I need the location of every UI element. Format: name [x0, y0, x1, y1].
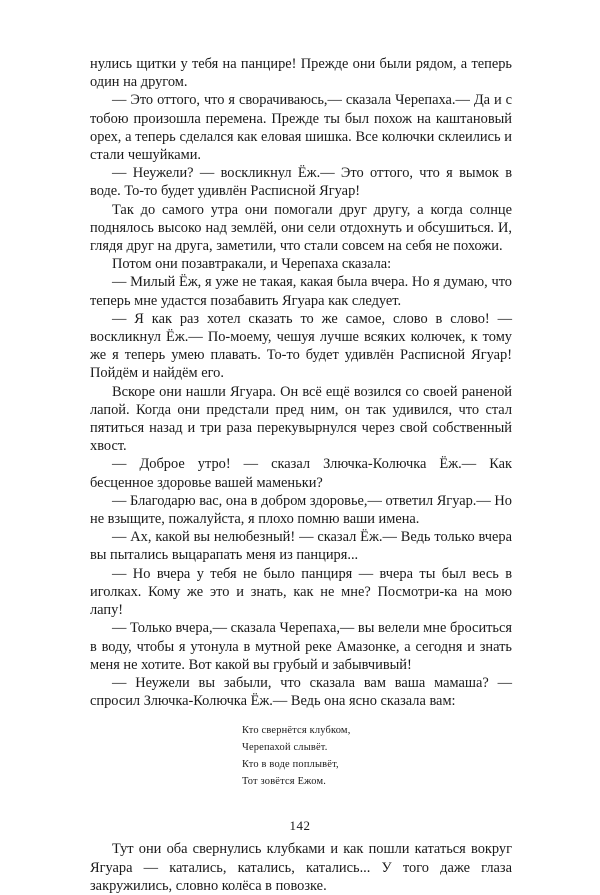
text-paragraph: — Это оттого, что я сворачиваюсь,— сказала Черепаха.— Да и с тобою произошла перемена. Прежде ты был похож на каштановый орех, а теперь сделался как еловая шишка. Все колючки склеились и стали чешуйками. — [90, 92, 512, 164]
text-paragraph: — Доброе утро! — сказал Злючка-Колючка Ёж.— Как бесценное здоровье вашей маменьки? — [90, 456, 512, 491]
text-paragraph: — Неужели? — воскликнул Ёж.— Это оттого, что я вымок в воде. То-то будет удивлён Расписной Ягуар! — [90, 165, 512, 200]
text-paragraph: нулись щитки у тебя на панцире! Прежде они были рядом, а теперь один на другом. — [90, 56, 512, 91]
text-paragraph: — Милый Ёж, я уже не такая, какая была вчера. Но я думаю, что теперь мне удастся позабавить Ягуара как следует. — [90, 274, 512, 309]
text-paragraph: Потом они позавтракали, и Черепаха сказала: — [112, 256, 392, 273]
text-paragraph: — Но вчера у тебя не было панциря — вчера ты был весь в иголках. Кому же это и знать, как не мне? Посмотри-ка на мою лапу! — [90, 565, 512, 619]
poem-line: Тот зовётся Ежом. — [242, 776, 327, 788]
poem-line: Кто свернётся клубком, — [242, 725, 351, 737]
text-paragraph: — Ах, какой вы нелюбезный! — сказал Ёж.— Ведь только вчера вы пытались выцарапать меня из панциря... — [90, 529, 512, 564]
poem-line: Черепахой слывёт. — [242, 742, 328, 754]
text-paragraph: — Благодарю вас, она в добром здоровье,— ответил Ягуар.— Но не взыщите, пожалуйста, я плохо помню ваши имена. — [90, 492, 512, 528]
text-paragraph: Вскоре они нашли Ягуара. Он всё ещё возился со своей раненой лапой. Когда они предстали пред ним, он так удивился, что стал пятиться назад и три раза перекувырнулся через свой собственный хвост. — [90, 383, 512, 455]
closing-paragraph: Тут они оба свернулись клубками и как пошли кататься вокруг Ягуара — катались, катались, катались... У того даже глаза закружились, словно колёса в повозке. — [90, 841, 512, 894]
text-paragraph: — Неужели вы забыли, что сказала вам ваша мамаша? — спросил Злючка-Колючка Ёж.— Ведь она ясно сказала вам: — [90, 674, 512, 710]
poem-verse — [242, 722, 600, 790]
text-paragraph: — Я как раз хотел сказать то же самое, слово в слово! — воскликнул Ёж.— По-моему, чешуя лучше всяких колючек, к тому же я теперь умею плавать. То-то будет удивлён Расписной Ягуар! Пойдём и найдём его. — [90, 310, 512, 382]
text-paragraph: Так до самого утра они помогали друг другу, а когда солнце поднялось высоко над землёй, они сели отдохнуть и обсушиться. И, глядя друг на друга, заметили, что стали совсем на себя не похожи. — [90, 201, 512, 255]
page-number: 142 — [289, 818, 311, 833]
poem-line: Кто в воде поплывёт, — [242, 759, 339, 771]
text-paragraph: — Только вчера,— сказала Черепаха,— вы велели мне броситься в воду, чтобы я утонула в мутной реке Амазонке, а сегодня и знать меня не хотите. Вот какой вы грубый и забывчивый! — [90, 620, 512, 673]
page-body — [90, 55, 512, 895]
